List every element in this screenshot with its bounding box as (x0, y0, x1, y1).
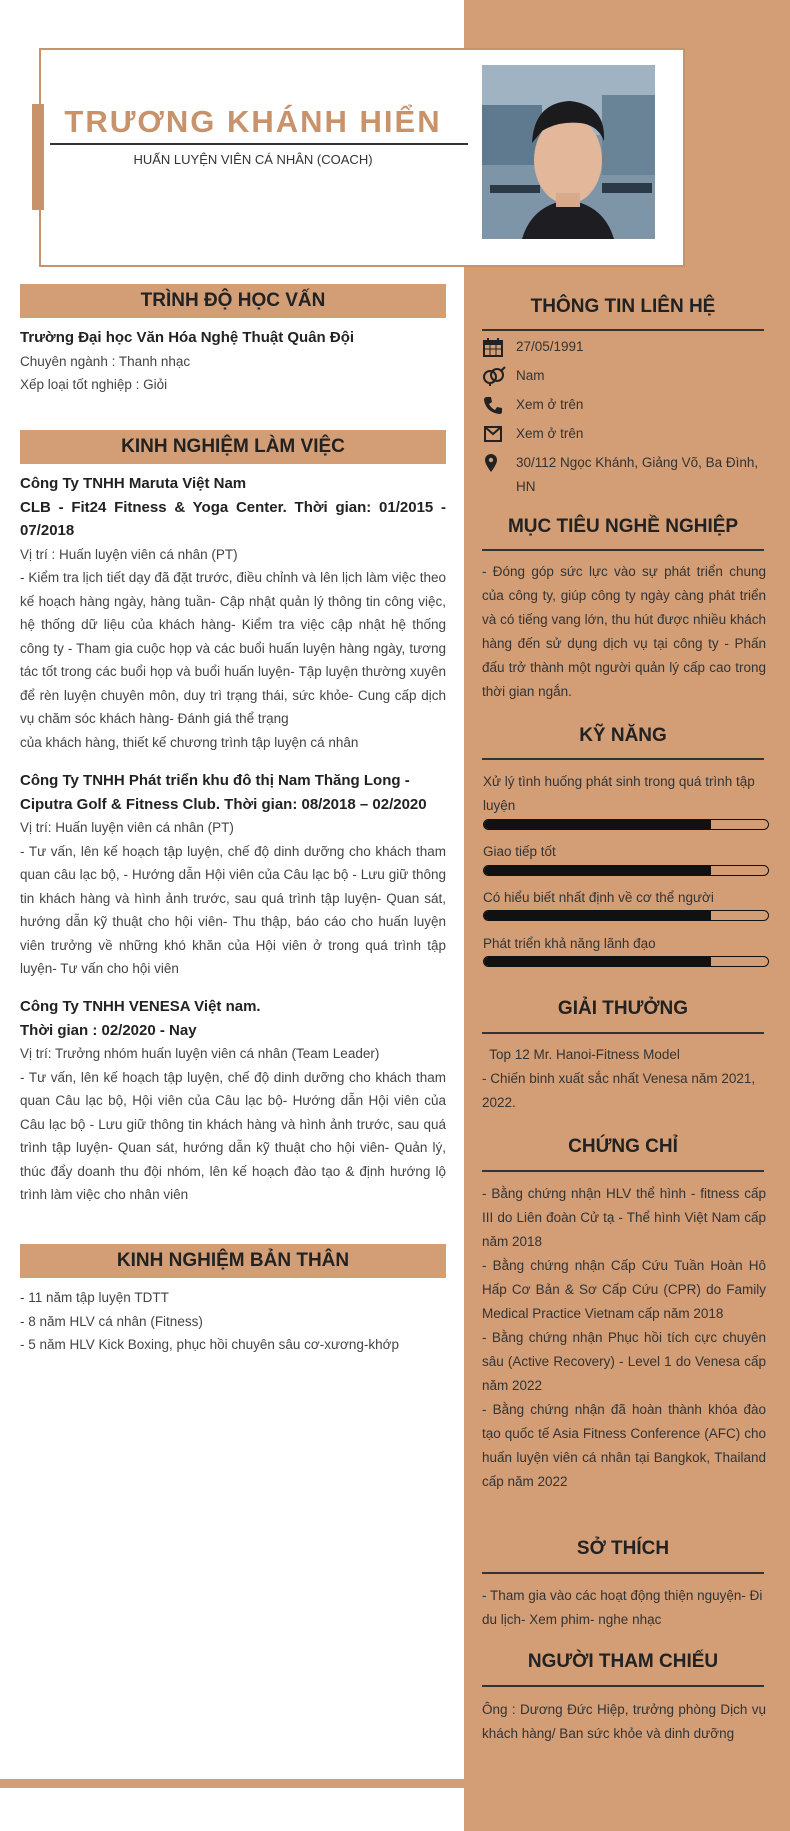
skill-bar (483, 819, 769, 830)
objective-heading: MỤC TIÊU NGHỀ NGHIỆP (507, 516, 739, 537)
references-heading: NGƯỜI THAM CHIẾU (527, 1651, 719, 1672)
birthdate-text: 27/05/1991 (516, 339, 584, 354)
personal-experience-list (20, 1286, 446, 1357)
school-name: Trường Đại học Văn Hóa Nghệ Thuật Quân Đội (20, 329, 355, 346)
education-heading: TRÌNH ĐỘ HỌC VẤN (20, 284, 446, 318)
job-position: Vị trí: Trưởng nhóm huấn luyện viên cá nhân (Team Leader) (20, 1046, 380, 1061)
skills-rule (482, 758, 764, 760)
skill-label: Phát triển khả năng lãnh đạo (483, 936, 656, 951)
references-rule (482, 1685, 764, 1687)
email-icon (482, 424, 504, 444)
awards-heading: GIẢI THƯỞNG (557, 998, 689, 1019)
company-name: Công Ty TNHH Phát triển khu đô thị Nam Thăng Long - (20, 772, 410, 789)
job-position: Vị trí : Huấn luyện viên cá nhân (PT) (20, 546, 238, 562)
certificates-heading: CHỨNG CHỈ (568, 1136, 678, 1157)
skill-bar-fill (484, 866, 711, 875)
phone-icon (482, 395, 504, 415)
hobbies-text: - Tham gia vào các hoạt động thiện nguyện- Đi du lịch- Xem phim- nghe nhạc (482, 1588, 763, 1627)
profile-photo (482, 65, 655, 239)
candidate-name: TRƯƠNG KHÁNH HIỂN (64, 104, 442, 139)
skill-label: Giao tiếp tốt (483, 844, 556, 859)
email-text: Xem ở trên (516, 426, 584, 441)
graduation-grade: Xếp loại tốt nghiệp : Giỏi (20, 377, 168, 392)
company-name: Công Ty TNHH VENESA Việt nam. (20, 998, 261, 1015)
location-pin-icon (482, 453, 504, 473)
list-item: - 8 năm HLV cá nhân (Fitness) (20, 1313, 203, 1329)
job-description: - Tư vấn, lên kế hoạch tập luyện, chế độ dinh dưỡng cho khách tham quan câu lạc bộ, - Hướng dẫn Hội viên của Câu lạc bộ - Lưu giữ thông tin khách hàng và hình ảnh trước, sau quá trình tập luyện- Quan sát, hướng dẫn kỹ thuật cho hội viên- Thu thập, báo cáo cho huấn luyện viên trưởng về những khó khăn của Hội viên ở trong quá trình tập luyện- Tư vấn cho hội viên (20, 843, 446, 976)
personal-experience-heading: KINH NGHIỆM BẢN THÂN (20, 1244, 446, 1278)
objective-rule (482, 549, 764, 551)
awards-rule (482, 1032, 764, 1034)
skill-label: Có hiểu biết nhất định về cơ thể người (483, 890, 714, 905)
job-position: Vị trí: Huấn luyện viên cá nhân (PT) (20, 820, 234, 835)
skill-bar-fill (484, 957, 711, 966)
job-period: Ciputra Golf & Fitness Club. Thời gian: 08/2018 – 02/2020 (20, 795, 427, 813)
skill-bar (483, 865, 769, 876)
awards-list (482, 1043, 766, 1115)
references-text: Ông : Dương Đức Hiệp, trưởng phòng Dịch vụ khách hàng/ Ban sức khỏe và dinh dưỡng (482, 1702, 766, 1741)
skill-label: Xử lý tình huống phát sinh trong quá trình tập luyện (483, 774, 755, 813)
footer-gap (0, 1788, 464, 1831)
header-accent-bar (32, 104, 44, 210)
job-entry (20, 472, 446, 754)
list-item: - 11 năm tập luyện TDTT (20, 1290, 169, 1305)
skill-bar-fill (484, 820, 711, 829)
gender-text: Nam (516, 368, 545, 383)
job-description-continued: của khách hàng, thiết kế chương trình tập luyện cá nhân (20, 734, 359, 750)
skill-bar-fill (484, 911, 711, 920)
hobbies-heading: SỞ THÍCH (576, 1538, 670, 1559)
list-item: - 5 năm HLV Kick Boxing, phục hồi chuyên sâu cơ-xương-khớp (20, 1337, 400, 1352)
certificates-text: - Bằng chứng nhận HLV thể hình - fitness cấp III do Liên đoàn Cử tạ - Thể hình Việt Nam cấp năm 2018 - Bằng chứng nhận Cấp Cứu Tuần Hoàn Hô Hấp Cơ Bản & Sơ Cấp Cứu (CPR) do Family Medical Practice Vietnam cấp năm 2018 - Bằng chứng nhận Phục hồi tích cực chuyên sâu (Active Recovery) - Level 1 do Venesa cấp năm 2022 - Bằng chứng nhận đã hoàn thành khóa đào tạo quốc tế Asia Fitness Conference (AFC) cho huấn luyện viên cá nhân tại Bangkok, Thailand cấp năm 2022 (482, 1186, 766, 1489)
company-name: Công Ty TNHH Maruta Việt Nam (20, 475, 247, 492)
job-entry (20, 995, 446, 1207)
name-divider (50, 143, 468, 145)
job-description: - Kiểm tra lịch tiết dạy đã đặt trước, điều chỉnh và lên lịch làm việc theo kế hoạch hàng ngày, hàng tuần- Cập nhật quản lý thông tin công việc, hệ thống dữ liệu của khách hàng- Kiểm tra việc cập nhật hệ thống công ty - Tham gia cuộc họp và các buổi huấn luyện hàng ngày, tương tác tốt trong các buổi họp và buổi huấn luyện- Tập luyện thường xuyên để rèn luyện chuyên môn, duy trì trạng thái, sức khỏe- Cung cấp dịch vụ chăm sóc khách hàng- Đánh giá thể trạng (20, 570, 446, 726)
job-period: CLB - Fit24 Fitness & Yoga Center. Thời gian: 01/2015 - 07/2018 (20, 498, 446, 539)
award-item: - Chiến binh xuất sắc nhất Venesa năm 2021, 2022. (482, 1071, 756, 1110)
hobbies-rule (482, 1572, 764, 1574)
gender-icon (482, 366, 504, 386)
job-entry (20, 769, 446, 981)
job-description: - Tư vấn, lên kế hoạch tập luyện, chế độ dinh dưỡng cho khách tham quan Câu lạc bộ, Hội viên của Câu lạc bộ- Hướng dẫn Hội viên của Câu lạc bộ - Lưu giữ thông tin khách hàng và hình ảnh trước, sau quá trình tập luyện- Quan sát, hướng dẫn kỹ thuật cho hội viên- Quản lý, thúc đẩy doanh thu đội nhóm, lên kế hoạch đào tạo & định hướng lộ trình làm việc cho nhân viên (20, 1069, 446, 1202)
job-title: HUẤN LUYỆN VIÊN CÁ NHÂN (COACH) (133, 152, 373, 167)
objective-text: - Đóng góp sức lực vào sự phát triển chung của công ty, giúp công ty ngày càng phát triển và có tiếng vang lớn, thu hút được nhiều khách hàng đến sử dụng dịch vụ tại công ty - Phấn đấu trở thành một người quản lý cấp cao trong thời gian ngắn. (482, 564, 766, 699)
award-item: Top 12 Mr. Hanoi-Fitness Model (482, 1047, 680, 1062)
phone-text: Xem ở trên (516, 397, 584, 412)
footer-rule (0, 1783, 464, 1788)
address-text: 30/112 Ngọc Khánh, Giảng Võ, Ba Đình, HN (516, 455, 759, 494)
education-section (20, 326, 446, 397)
major: Chuyên ngành : Thanh nhạc (20, 353, 191, 369)
contact-rule (482, 329, 764, 331)
skill-bar (483, 956, 769, 967)
contact-heading: THÔNG TIN LIÊN HỆ (530, 296, 716, 317)
job-period: Thời gian : 02/2020 - Nay (20, 1021, 197, 1039)
experience-heading: KINH NGHIỆM LÀM VIỆC (20, 430, 446, 464)
skill-bar (483, 910, 769, 921)
skills-heading: KỸ NĂNG (579, 725, 667, 746)
certificates-rule (482, 1170, 764, 1172)
calendar-icon (482, 337, 504, 357)
